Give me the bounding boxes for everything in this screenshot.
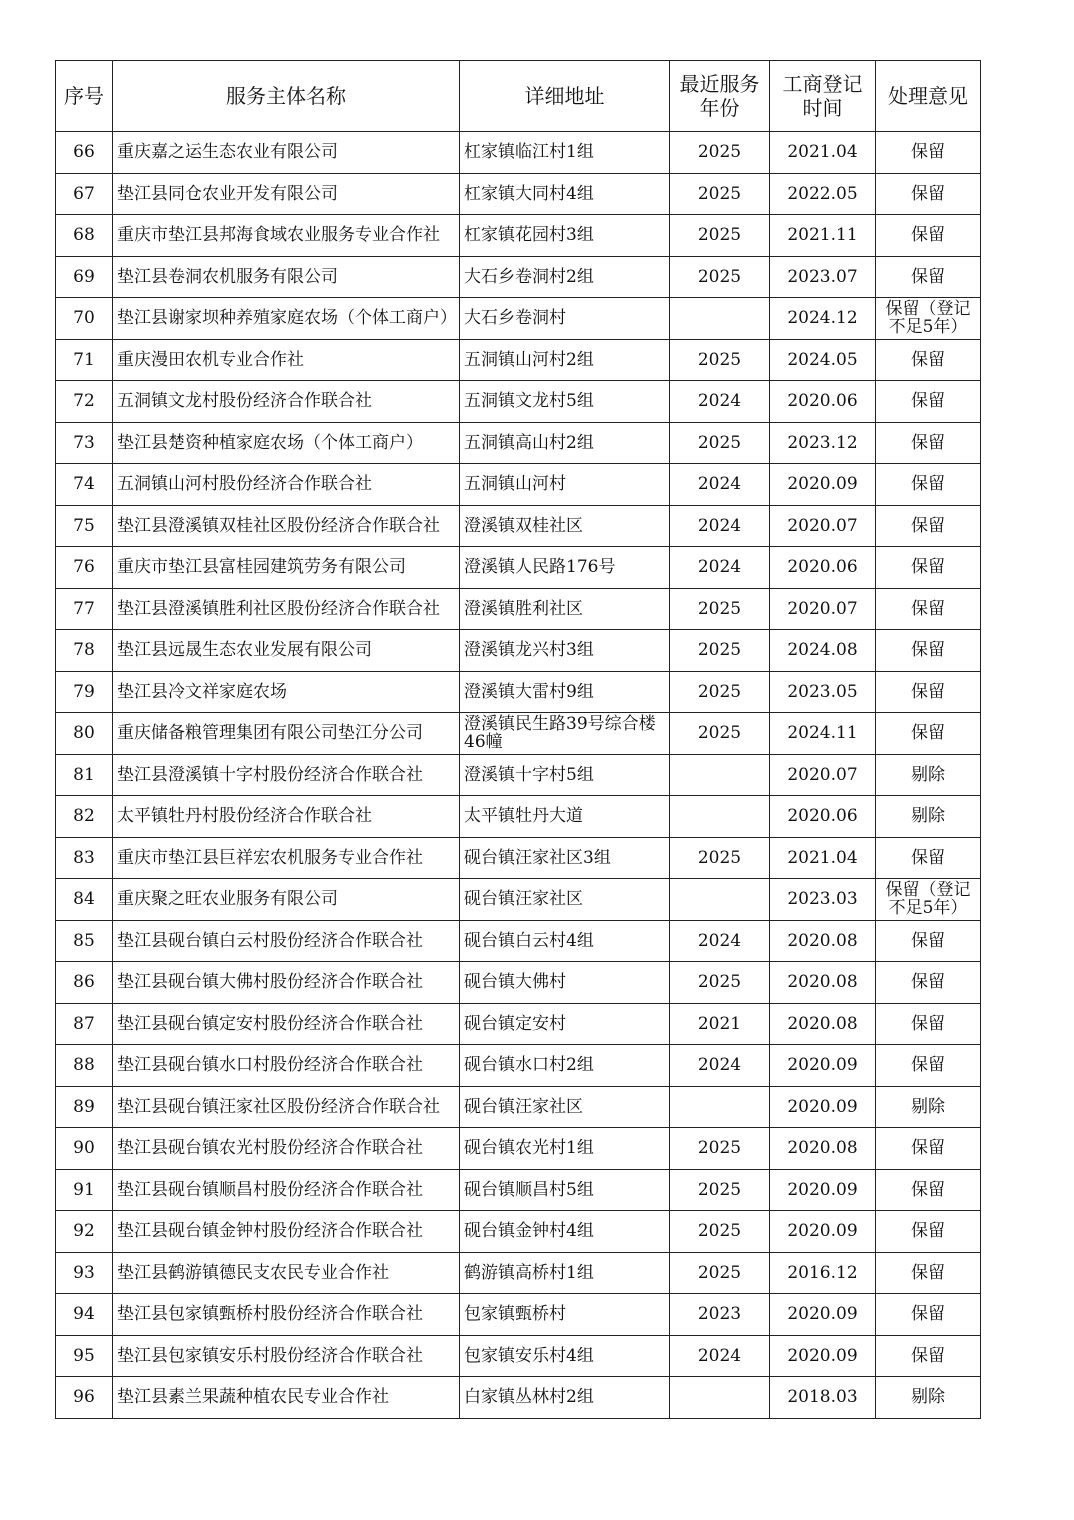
table-row <box>56 173 981 215</box>
table-row <box>56 837 981 879</box>
recent-service-year: 2025 <box>670 671 770 713</box>
address: 澄溪镇民生路39号综合楼46幢 <box>460 713 670 755</box>
table-row <box>56 1294 981 1336</box>
table-row <box>56 1377 981 1419</box>
row-number: 70 <box>56 298 113 340</box>
registration-date: 2018.03 <box>770 1377 876 1419</box>
registration-date: 2021.11 <box>770 215 876 257</box>
header-registration-date: 工商登记时间 <box>770 61 876 132</box>
handling-opinion: 保留 <box>876 256 981 298</box>
row-number: 89 <box>56 1086 113 1128</box>
row-number: 82 <box>56 796 113 838</box>
table-row <box>56 630 981 672</box>
row-number: 75 <box>56 505 113 547</box>
handling-opinion: 剔除 <box>876 754 981 796</box>
registration-date: 2020.09 <box>770 464 876 506</box>
entity-name: 五洞镇文龙村股份经济合作联合社 <box>113 381 460 423</box>
entity-name: 垫江县素兰果蔬种植农民专业合作社 <box>113 1377 460 1419</box>
row-number: 85 <box>56 920 113 962</box>
handling-opinion: 保留 <box>876 1294 981 1336</box>
address: 白家镇丛林村2组 <box>460 1377 670 1419</box>
table-row <box>56 464 981 506</box>
handling-opinion: 保留 <box>876 671 981 713</box>
recent-service-year: 2025 <box>670 1169 770 1211</box>
row-number: 90 <box>56 1128 113 1170</box>
address: 包家镇甄桥村 <box>460 1294 670 1336</box>
registration-date: 2020.07 <box>770 505 876 547</box>
recent-service-year: 2024 <box>670 505 770 547</box>
entity-name: 垫江县砚台镇水口村股份经济合作联合社 <box>113 1045 460 1087</box>
address: 澄溪镇大雷村9组 <box>460 671 670 713</box>
recent-service-year: 2025 <box>670 1252 770 1294</box>
handling-opinion: 保留 <box>876 837 981 879</box>
entity-name: 垫江县砚台镇白云村股份经济合作联合社 <box>113 920 460 962</box>
recent-service-year: 2024 <box>670 1045 770 1087</box>
handling-opinion: 保留 <box>876 422 981 464</box>
table-row <box>56 547 981 589</box>
handling-opinion: 保留 <box>876 1252 981 1294</box>
row-number: 92 <box>56 1211 113 1253</box>
address: 砚台镇农光村1组 <box>460 1128 670 1170</box>
registration-date: 2021.04 <box>770 132 876 174</box>
handling-opinion: 保留 <box>876 215 981 257</box>
table-header-row <box>56 61 981 132</box>
registration-date: 2020.09 <box>770 1294 876 1336</box>
handling-opinion: 保留 <box>876 547 981 589</box>
recent-service-year <box>670 1377 770 1419</box>
recent-service-year <box>670 298 770 340</box>
recent-service-year: 2025 <box>670 962 770 1004</box>
table-row <box>56 381 981 423</box>
entity-name: 重庆市垫江县巨祥宏农机服务专业合作社 <box>113 837 460 879</box>
recent-service-year: 2025 <box>670 588 770 630</box>
registration-date: 2023.12 <box>770 422 876 464</box>
handling-opinion: 剔除 <box>876 1377 981 1419</box>
row-number: 93 <box>56 1252 113 1294</box>
table-row <box>56 588 981 630</box>
address: 砚台镇汪家社区3组 <box>460 837 670 879</box>
registration-date: 2023.03 <box>770 879 876 921</box>
handling-opinion: 保留 <box>876 1335 981 1377</box>
row-number: 66 <box>56 132 113 174</box>
row-number: 74 <box>56 464 113 506</box>
handling-opinion: 保留 <box>876 464 981 506</box>
table-row <box>56 920 981 962</box>
recent-service-year: 2025 <box>670 256 770 298</box>
address: 砚台镇汪家社区 <box>460 1086 670 1128</box>
header-recent-year: 最近服务年份 <box>670 61 770 132</box>
address: 鹤游镇高桥村1组 <box>460 1252 670 1294</box>
row-number: 68 <box>56 215 113 257</box>
recent-service-year: 2023 <box>670 1294 770 1336</box>
row-number: 71 <box>56 339 113 381</box>
entity-name: 垫江县包家镇甄桥村股份经济合作联合社 <box>113 1294 460 1336</box>
row-number: 67 <box>56 173 113 215</box>
row-number: 77 <box>56 588 113 630</box>
address: 大石乡卷洞村2组 <box>460 256 670 298</box>
address: 五洞镇高山村2组 <box>460 422 670 464</box>
recent-service-year: 2025 <box>670 173 770 215</box>
row-number: 88 <box>56 1045 113 1087</box>
service-entity-table <box>55 60 981 1419</box>
row-number: 78 <box>56 630 113 672</box>
registration-date: 2020.08 <box>770 1128 876 1170</box>
recent-service-year <box>670 754 770 796</box>
entity-name: 垫江县远晟生态农业发展有限公司 <box>113 630 460 672</box>
entity-name: 垫江县楚资种植家庭农场（个体工商户） <box>113 422 460 464</box>
handling-opinion: 保留（登记不足5年） <box>876 879 981 921</box>
row-number: 83 <box>56 837 113 879</box>
table-row <box>56 962 981 1004</box>
address: 砚台镇定安村 <box>460 1003 670 1045</box>
handling-opinion: 保留 <box>876 132 981 174</box>
entity-name: 垫江县砚台镇金钟村股份经济合作联合社 <box>113 1211 460 1253</box>
address: 澄溪镇双桂社区 <box>460 505 670 547</box>
recent-service-year <box>670 1086 770 1128</box>
recent-service-year: 2025 <box>670 1128 770 1170</box>
entity-name: 垫江县砚台镇大佛村股份经济合作联合社 <box>113 962 460 1004</box>
entity-name: 重庆嘉之运生态农业有限公司 <box>113 132 460 174</box>
registration-date: 2020.09 <box>770 1335 876 1377</box>
table-row <box>56 879 981 921</box>
handling-opinion: 保留 <box>876 339 981 381</box>
handling-opinion: 保留 <box>876 713 981 755</box>
row-number: 76 <box>56 547 113 589</box>
table-row <box>56 754 981 796</box>
entity-name: 垫江县包家镇安乐村股份经济合作联合社 <box>113 1335 460 1377</box>
address: 杠家镇大同村4组 <box>460 173 670 215</box>
row-number: 73 <box>56 422 113 464</box>
registration-date: 2020.07 <box>770 754 876 796</box>
entity-name: 太平镇牡丹村股份经济合作联合社 <box>113 796 460 838</box>
recent-service-year: 2024 <box>670 1335 770 1377</box>
header-no: 序号 <box>56 61 113 132</box>
address: 澄溪镇十字村5组 <box>460 754 670 796</box>
entity-name: 重庆市垫江县邦海食域农业服务专业合作社 <box>113 215 460 257</box>
row-number: 87 <box>56 1003 113 1045</box>
entity-name: 垫江县鹤游镇德民支农民专业合作社 <box>113 1252 460 1294</box>
entity-name: 垫江县卷洞农机服务有限公司 <box>113 256 460 298</box>
address: 砚台镇水口村2组 <box>460 1045 670 1087</box>
recent-service-year: 2021 <box>670 1003 770 1045</box>
row-number: 94 <box>56 1294 113 1336</box>
address: 砚台镇白云村4组 <box>460 920 670 962</box>
address: 澄溪镇龙兴村3组 <box>460 630 670 672</box>
table-row <box>56 1128 981 1170</box>
registration-date: 2020.09 <box>770 1086 876 1128</box>
registration-date: 2022.05 <box>770 173 876 215</box>
table-row <box>56 1252 981 1294</box>
entity-name: 重庆市垫江县富桂园建筑劳务有限公司 <box>113 547 460 589</box>
address: 五洞镇文龙村5组 <box>460 381 670 423</box>
table-row <box>56 1045 981 1087</box>
handling-opinion: 剔除 <box>876 1086 981 1128</box>
table-row <box>56 713 981 755</box>
recent-service-year: 2025 <box>670 339 770 381</box>
address: 包家镇安乐村4组 <box>460 1335 670 1377</box>
entity-name: 重庆聚之旺农业服务有限公司 <box>113 879 460 921</box>
row-number: 79 <box>56 671 113 713</box>
entity-name: 垫江县砚台镇汪家社区股份经济合作联合社 <box>113 1086 460 1128</box>
table-row <box>56 422 981 464</box>
table-row <box>56 1169 981 1211</box>
entity-name: 重庆储备粮管理集团有限公司垫江分公司 <box>113 713 460 755</box>
address: 大石乡卷洞村 <box>460 298 670 340</box>
entity-name: 垫江县冷文祥家庭农场 <box>113 671 460 713</box>
entity-name: 垫江县砚台镇顺昌村股份经济合作联合社 <box>113 1169 460 1211</box>
address: 太平镇牡丹大道 <box>460 796 670 838</box>
row-number: 96 <box>56 1377 113 1419</box>
header-opinion: 处理意见 <box>876 61 981 132</box>
table-row <box>56 671 981 713</box>
row-number: 80 <box>56 713 113 755</box>
entity-name: 垫江县澄溪镇胜利社区股份经济合作联合社 <box>113 588 460 630</box>
handling-opinion: 保留 <box>876 173 981 215</box>
entity-name: 垫江县谢家坝种养殖家庭农场（个体工商户） <box>113 298 460 340</box>
recent-service-year: 2025 <box>670 422 770 464</box>
registration-date: 2024.11 <box>770 713 876 755</box>
registration-date: 2024.05 <box>770 339 876 381</box>
row-number: 86 <box>56 962 113 1004</box>
address: 砚台镇汪家社区 <box>460 879 670 921</box>
entity-name: 垫江县澄溪镇双桂社区股份经济合作联合社 <box>113 505 460 547</box>
row-number: 72 <box>56 381 113 423</box>
recent-service-year: 2024 <box>670 920 770 962</box>
entity-name: 垫江县砚台镇农光村股份经济合作联合社 <box>113 1128 460 1170</box>
registration-date: 2020.08 <box>770 962 876 1004</box>
row-number: 84 <box>56 879 113 921</box>
table-row <box>56 298 981 340</box>
registration-date: 2016.12 <box>770 1252 876 1294</box>
entity-name: 垫江县砚台镇定安村股份经济合作联合社 <box>113 1003 460 1045</box>
recent-service-year <box>670 796 770 838</box>
handling-opinion: 保留 <box>876 630 981 672</box>
recent-service-year: 2024 <box>670 381 770 423</box>
address: 五洞镇山河村 <box>460 464 670 506</box>
recent-service-year: 2025 <box>670 215 770 257</box>
table-row <box>56 1003 981 1045</box>
registration-date: 2020.09 <box>770 1045 876 1087</box>
handling-opinion: 保留 <box>876 1128 981 1170</box>
handling-opinion: 保留 <box>876 505 981 547</box>
handling-opinion: 保留 <box>876 1169 981 1211</box>
table-row <box>56 1335 981 1377</box>
recent-service-year: 2025 <box>670 837 770 879</box>
address: 澄溪镇胜利社区 <box>460 588 670 630</box>
registration-date: 2023.07 <box>770 256 876 298</box>
address: 澄溪镇人民路176号 <box>460 547 670 589</box>
table-row <box>56 256 981 298</box>
header-name: 服务主体名称 <box>113 61 460 132</box>
handling-opinion: 保留 <box>876 381 981 423</box>
row-number: 69 <box>56 256 113 298</box>
table-row <box>56 505 981 547</box>
recent-service-year: 2025 <box>670 1211 770 1253</box>
table-row <box>56 215 981 257</box>
address: 砚台镇大佛村 <box>460 962 670 1004</box>
recent-service-year <box>670 879 770 921</box>
row-number: 81 <box>56 754 113 796</box>
registration-date: 2021.04 <box>770 837 876 879</box>
registration-date: 2020.06 <box>770 381 876 423</box>
registration-date: 2020.08 <box>770 1003 876 1045</box>
recent-service-year: 2024 <box>670 464 770 506</box>
table-row <box>56 339 981 381</box>
header-address: 详细地址 <box>460 61 670 132</box>
entity-name: 五洞镇山河村股份经济合作联合社 <box>113 464 460 506</box>
handling-opinion: 保留（登记不足5年） <box>876 298 981 340</box>
handling-opinion: 剔除 <box>876 796 981 838</box>
table-row <box>56 1086 981 1128</box>
handling-opinion: 保留 <box>876 962 981 1004</box>
handling-opinion: 保留 <box>876 1211 981 1253</box>
handling-opinion: 保留 <box>876 1045 981 1087</box>
address: 杠家镇临江村1组 <box>460 132 670 174</box>
row-number: 95 <box>56 1335 113 1377</box>
recent-service-year: 2025 <box>670 630 770 672</box>
handling-opinion: 保留 <box>876 920 981 962</box>
registration-date: 2020.09 <box>770 1211 876 1253</box>
table-row <box>56 796 981 838</box>
handling-opinion: 保留 <box>876 1003 981 1045</box>
registration-date: 2020.06 <box>770 796 876 838</box>
address: 五洞镇山河村2组 <box>460 339 670 381</box>
registration-date: 2020.07 <box>770 588 876 630</box>
recent-service-year: 2025 <box>670 713 770 755</box>
registration-date: 2020.08 <box>770 920 876 962</box>
table-row <box>56 1211 981 1253</box>
registration-date: 2023.05 <box>770 671 876 713</box>
recent-service-year: 2024 <box>670 547 770 589</box>
registration-date: 2020.06 <box>770 547 876 589</box>
handling-opinion: 保留 <box>876 588 981 630</box>
entity-name: 重庆漫田农机专业合作社 <box>113 339 460 381</box>
row-number: 91 <box>56 1169 113 1211</box>
recent-service-year: 2025 <box>670 132 770 174</box>
entity-name: 垫江县澄溪镇十字村股份经济合作联合社 <box>113 754 460 796</box>
registration-date: 2024.12 <box>770 298 876 340</box>
entity-name: 垫江县同仓农业开发有限公司 <box>113 173 460 215</box>
address: 砚台镇顺昌村5组 <box>460 1169 670 1211</box>
address: 杠家镇花园村3组 <box>460 215 670 257</box>
registration-date: 2020.09 <box>770 1169 876 1211</box>
registration-date: 2024.08 <box>770 630 876 672</box>
table-row <box>56 132 981 174</box>
address: 砚台镇金钟村4组 <box>460 1211 670 1253</box>
